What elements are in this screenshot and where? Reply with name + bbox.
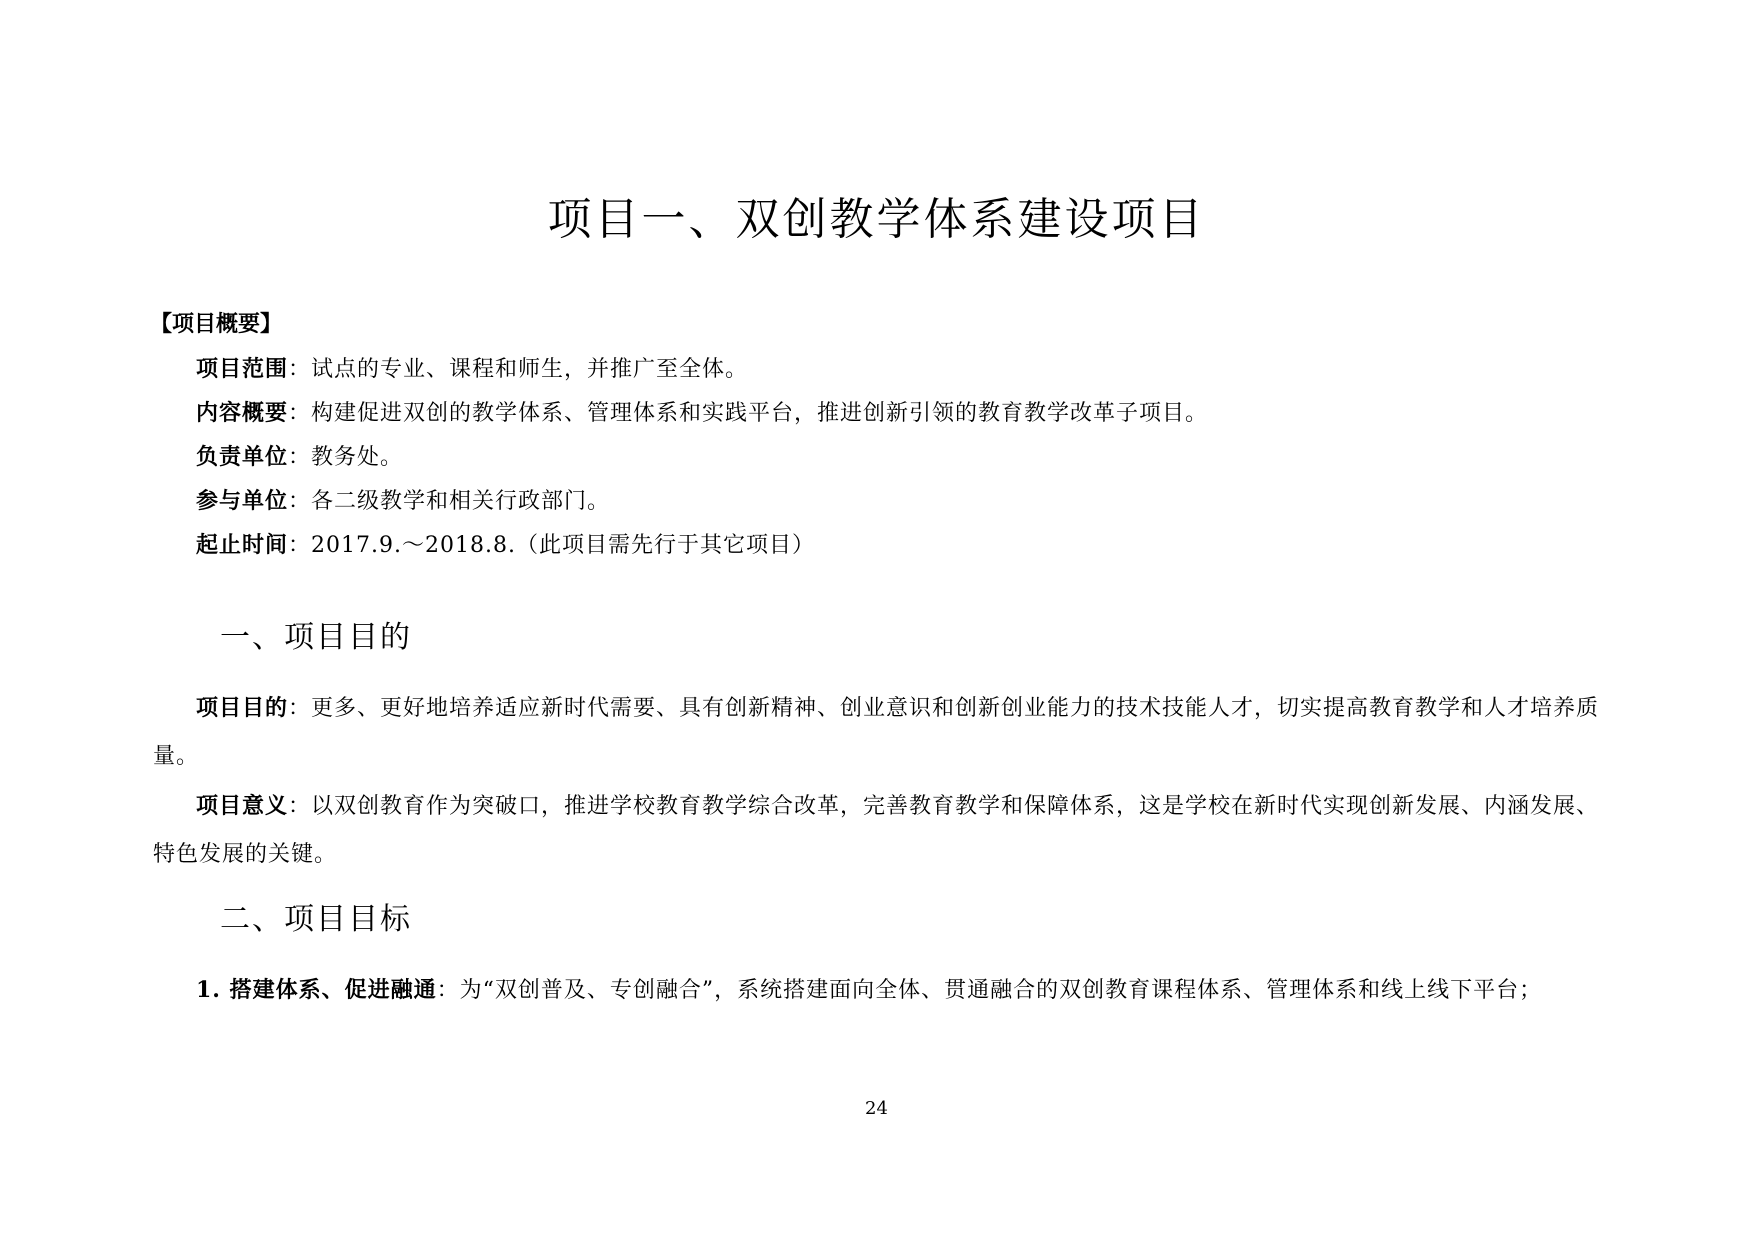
paragraph-label: 项目目的 <box>196 695 289 721</box>
paragraph-significance <box>153 782 1603 879</box>
paragraph-purpose <box>153 684 1603 781</box>
section-heading-purpose: 一、项目目的 <box>220 620 412 655</box>
field-label: 参与单位 <box>196 488 289 514</box>
field-label: 内容概要 <box>196 400 289 426</box>
field-value: 试点的专业、课程和师生，并推广至全体。 <box>311 357 749 382</box>
field-separator: ： <box>288 401 312 426</box>
field-separator: ： <box>288 445 312 470</box>
field-scope <box>196 354 748 385</box>
field-value: 教务处。 <box>311 445 404 470</box>
paragraph-text: 以双创教育作为突破口，推进学校教育教学综合改革，完善教育教学和保障体系，这是学校在新时代实现创新发展、内涵发展、特色发展的关键。 <box>153 794 1600 867</box>
field-separator: ： <box>288 357 312 382</box>
field-label: 起止时间 <box>196 532 289 558</box>
field-separator: ： <box>288 533 312 558</box>
summary-heading: 【项目概要】 <box>150 311 283 337</box>
page-title: 项目一、双创教学体系建设项目 <box>547 194 1206 245</box>
field-separator: ： <box>288 489 312 514</box>
paragraph-label: 项目意义 <box>196 793 289 819</box>
field-label: 负责单位 <box>196 444 289 470</box>
paragraph-label: 1. 搭建体系、促进融通 <box>196 977 437 1003</box>
field-content-summary <box>196 398 1208 429</box>
paragraph-separator: ： <box>288 794 312 819</box>
field-label: 项目范围 <box>196 356 289 382</box>
field-value: 各二级教学和相关行政部门。 <box>311 489 611 514</box>
paragraph-text: 更多、更好地培养适应新时代需要、具有创新精神、创业意识和创新创业能力的技术技能人才，切实提高教育教学和人才培养质量。 <box>153 696 1600 769</box>
section-heading-goals: 二、项目目标 <box>220 902 412 937</box>
paragraph-goal-1 <box>153 966 1603 1015</box>
paragraph-text: 为“双创普及、专创融合”，系统搭建面向全体、贯通融合的双创教育课程体系、管理体系和线上线下平台； <box>459 978 1543 1003</box>
field-value: 2017.9.～2018.8.（此项目需先行于其它项目） <box>311 533 815 558</box>
field-responsible-unit <box>196 442 403 473</box>
field-participating-units <box>196 486 610 517</box>
field-value: 构建促进双创的教学体系、管理体系和实践平台，推进创新引领的教育教学改革子项目。 <box>311 401 1209 426</box>
paragraph-separator: ： <box>288 696 312 721</box>
field-period <box>196 530 815 561</box>
page-number: 24 <box>865 1098 888 1119</box>
paragraph-separator: ： <box>436 978 460 1003</box>
